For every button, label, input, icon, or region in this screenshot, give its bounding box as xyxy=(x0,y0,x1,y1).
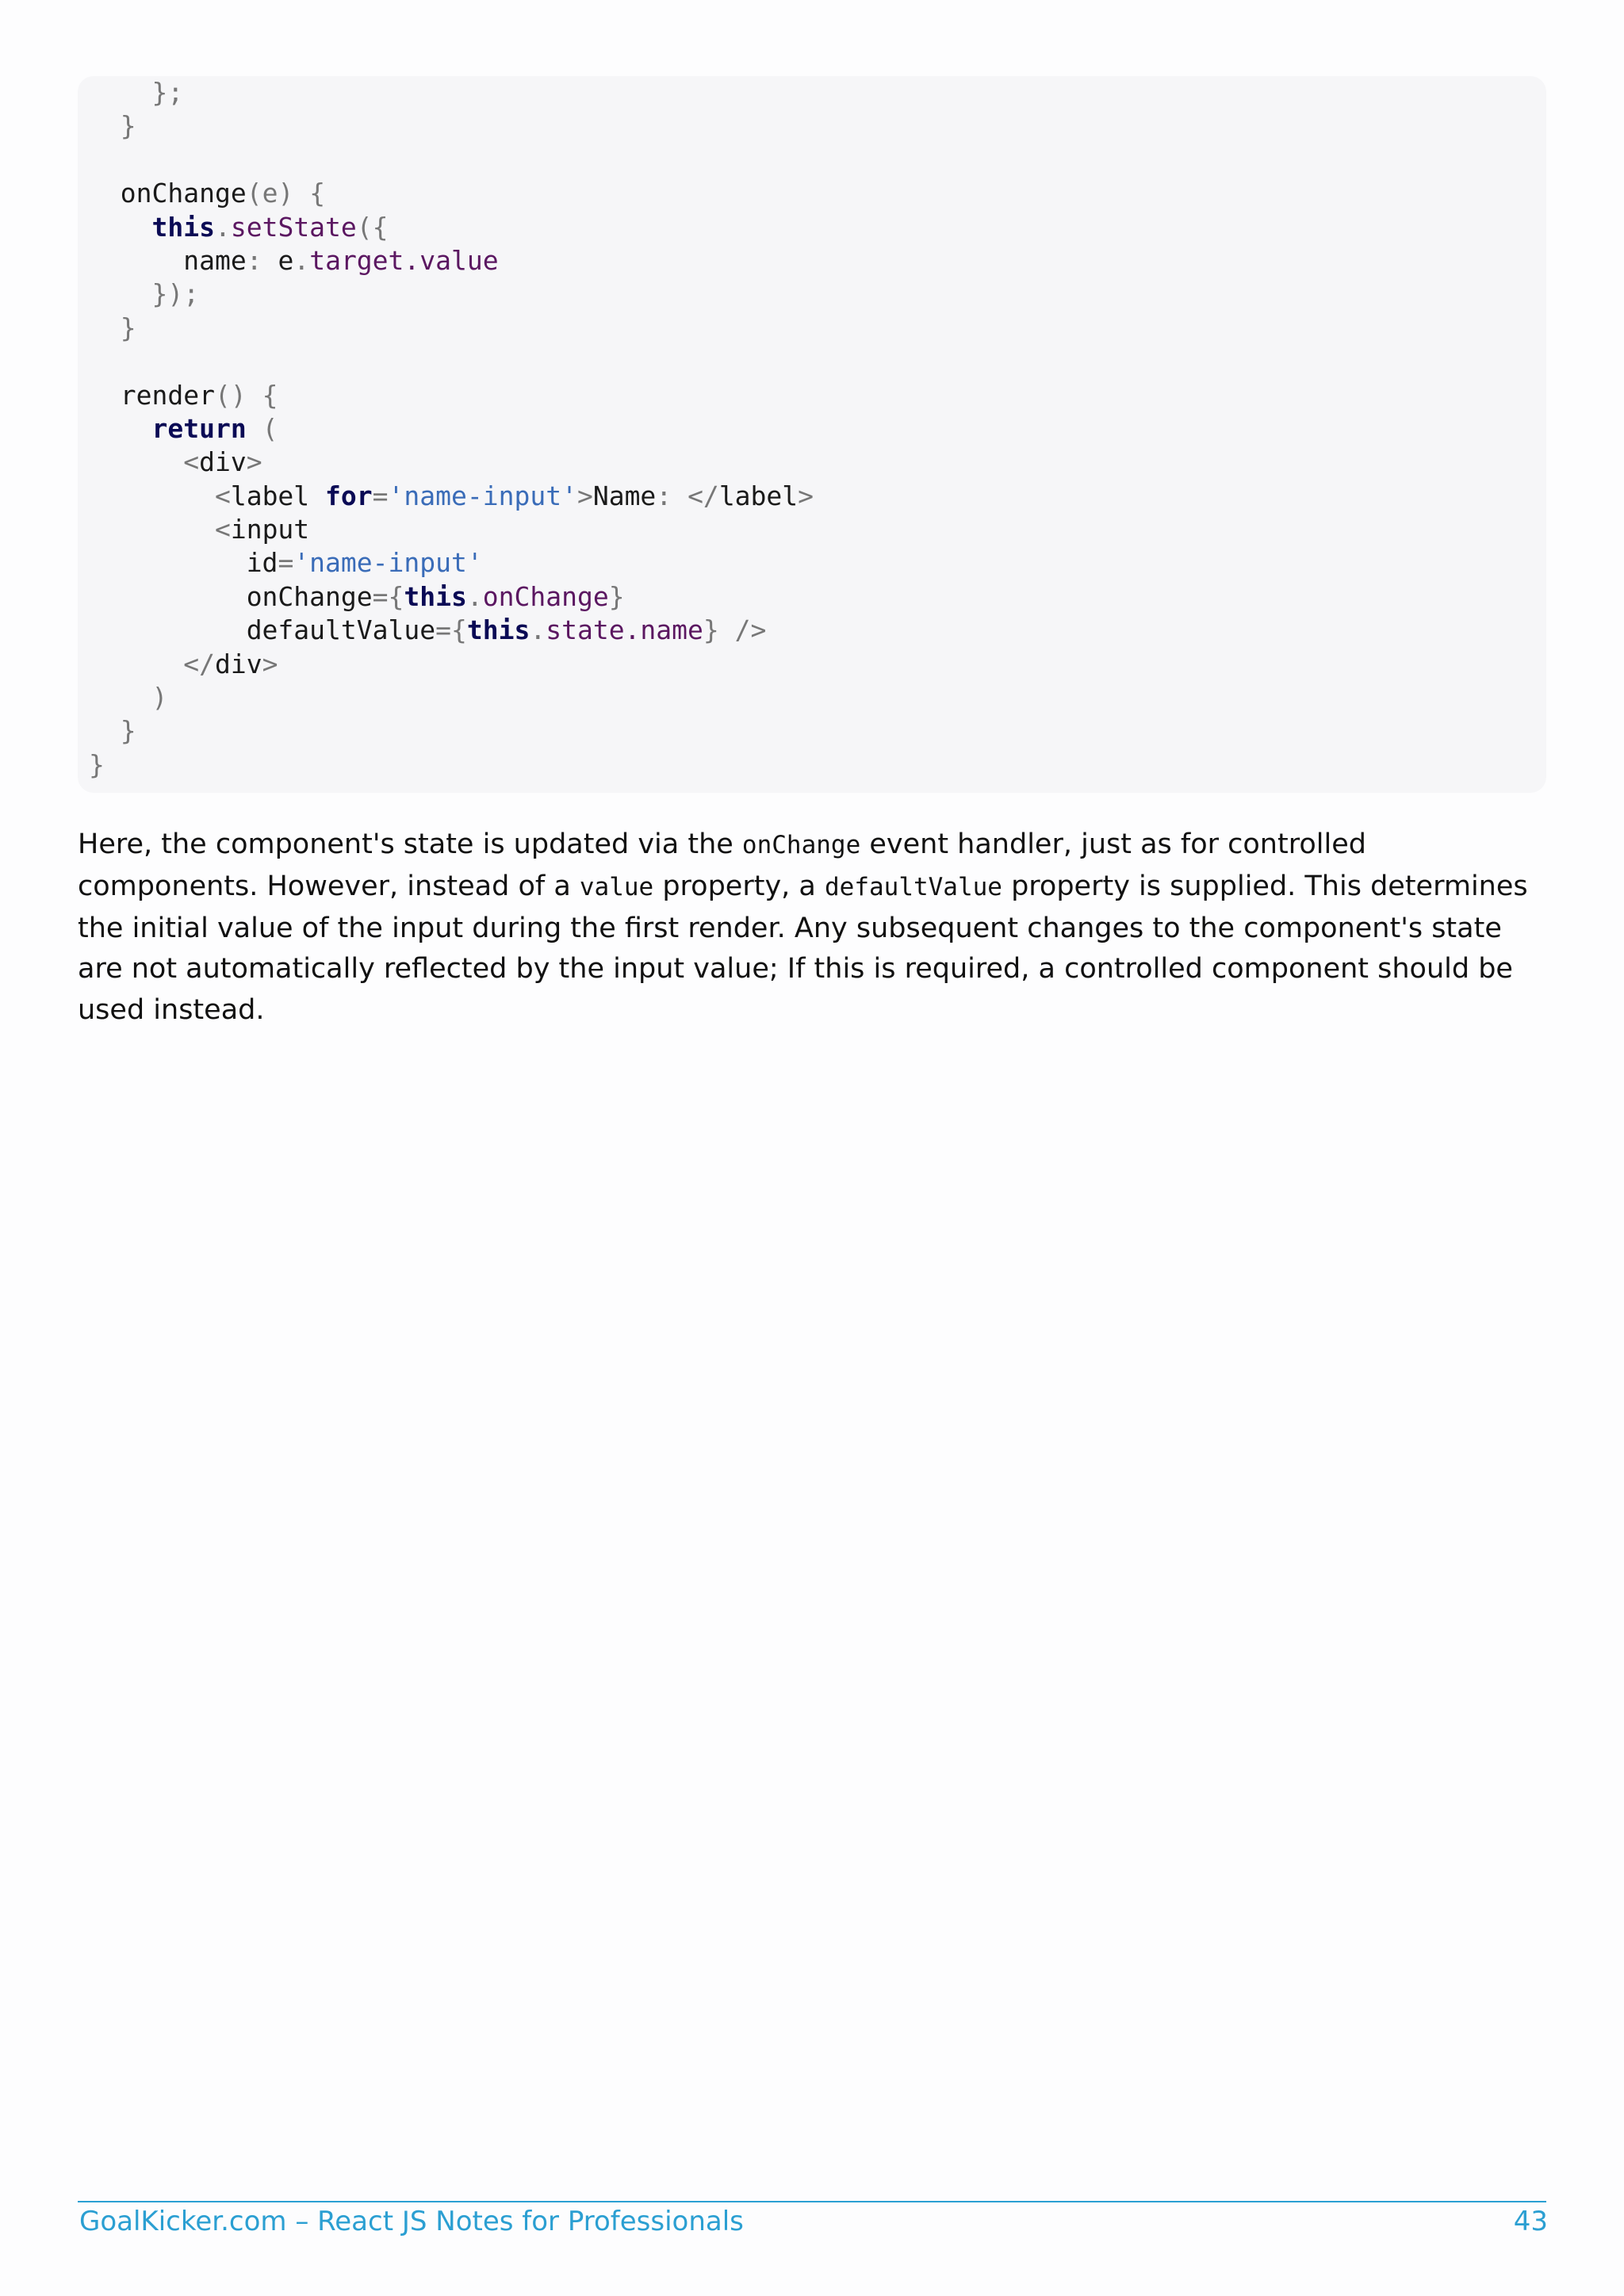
paragraph-text: Here, the component's state is updated via the xyxy=(78,828,742,860)
explanation-paragraph xyxy=(78,825,1553,1031)
code-token: < xyxy=(214,514,231,545)
code-token: </ xyxy=(688,480,719,511)
page-number: 43 xyxy=(1513,2206,1548,2237)
code-token: }); xyxy=(151,278,200,310)
code-token: label xyxy=(230,480,310,511)
code-token: 'name-input' xyxy=(293,547,483,579)
code-token: defaultValue xyxy=(246,614,436,646)
code-token: } xyxy=(120,715,136,747)
code-token: > xyxy=(798,480,814,511)
code-token: . xyxy=(530,614,546,646)
code-token: state.name xyxy=(546,614,703,646)
code-token: e xyxy=(262,244,294,276)
code-block xyxy=(78,76,1546,793)
code-token: () xyxy=(214,379,247,411)
code-line-8 xyxy=(89,312,814,345)
code-token: /> xyxy=(734,614,767,646)
code-token: this xyxy=(404,580,467,612)
code-token: onChange xyxy=(482,580,609,612)
code-line-1 xyxy=(89,76,814,109)
code-token: { xyxy=(388,580,404,612)
code-line-9 xyxy=(89,345,814,378)
code-token: </ xyxy=(183,648,215,679)
inline-code: value xyxy=(579,872,654,901)
code-token: > xyxy=(262,648,278,679)
code-token: render xyxy=(120,379,215,411)
code-token: ( xyxy=(262,412,278,444)
code-token: ) xyxy=(151,682,168,714)
code-line-5 xyxy=(89,211,814,244)
code-line-18 xyxy=(89,648,814,681)
code-token: return xyxy=(151,412,247,444)
code-token: : xyxy=(656,480,672,511)
code-line-3 xyxy=(89,144,814,177)
code-line-19 xyxy=(89,681,814,714)
code-line-4 xyxy=(89,177,814,210)
code-line-17 xyxy=(89,614,814,647)
code-line-13 xyxy=(89,480,814,513)
code-line-16 xyxy=(89,580,814,614)
code-token: = xyxy=(435,614,451,646)
inline-code: defaultValue xyxy=(825,872,1002,901)
code-token: < xyxy=(214,480,231,511)
code-token: input xyxy=(230,514,310,545)
code-token: . xyxy=(466,580,483,612)
code-token: this xyxy=(466,614,530,646)
code-token: > xyxy=(246,446,262,478)
code-token: label xyxy=(718,480,799,511)
code-token: = xyxy=(372,480,389,511)
code-token: div xyxy=(214,648,262,679)
code-token: { xyxy=(262,379,278,411)
code-token: this xyxy=(151,211,215,243)
code-token: } xyxy=(120,312,136,343)
code-token: = xyxy=(372,580,389,612)
code-line-21 xyxy=(89,748,814,782)
code-token: target.value xyxy=(309,244,499,276)
code-token: } xyxy=(703,614,719,646)
code-token: } xyxy=(89,748,105,780)
code-token: (e) xyxy=(246,178,294,209)
code-token: . xyxy=(293,244,310,276)
footer-source[interactable]: GoalKicker.com – React JS Notes for Professionals xyxy=(79,2206,744,2237)
code-token: } xyxy=(120,110,136,142)
code-line-11 xyxy=(89,412,814,446)
code-token: < xyxy=(183,446,200,478)
code-token: = xyxy=(278,547,294,579)
code-token: 'name-input' xyxy=(388,480,577,511)
code-token: : xyxy=(246,244,262,276)
code-token: setState xyxy=(230,211,357,243)
code-line-14 xyxy=(89,513,814,546)
code-line-7 xyxy=(89,277,814,311)
inline-code: onChange xyxy=(741,831,861,859)
code-token: onChange xyxy=(246,580,373,612)
paragraph-text: property, a xyxy=(653,870,825,902)
code-token: { xyxy=(450,614,467,646)
code-token: ({ xyxy=(356,211,389,243)
code-token: Name xyxy=(592,480,657,511)
code-token: name xyxy=(183,244,247,276)
code-token: id xyxy=(246,547,278,579)
code-token: }; xyxy=(151,77,184,108)
code-line-15 xyxy=(89,546,814,580)
code-token: { xyxy=(309,178,326,209)
code-token: div xyxy=(199,446,247,478)
paragraph-text: property is supplied. This determines the initial value of the input during the first render. Any subsequent changes to the component's state are not automatically reflected by the input value; If this is required, a controlled component should be used instead. xyxy=(78,870,1528,1027)
footer-divider xyxy=(78,2201,1546,2202)
code-token: . xyxy=(214,211,231,243)
code-token: onChange xyxy=(120,178,247,209)
code-token: for xyxy=(325,480,373,511)
code-line-20 xyxy=(89,714,814,748)
code-token: > xyxy=(576,480,593,511)
code-line-12 xyxy=(89,446,814,479)
code-token: } xyxy=(608,580,625,612)
code-line-2 xyxy=(89,109,814,143)
code-line-6 xyxy=(89,244,814,277)
code-line-10 xyxy=(89,379,814,412)
code-listing xyxy=(89,76,814,782)
paragraph-text: event handler, just as for controlled components. However, instead of a xyxy=(78,828,1366,902)
